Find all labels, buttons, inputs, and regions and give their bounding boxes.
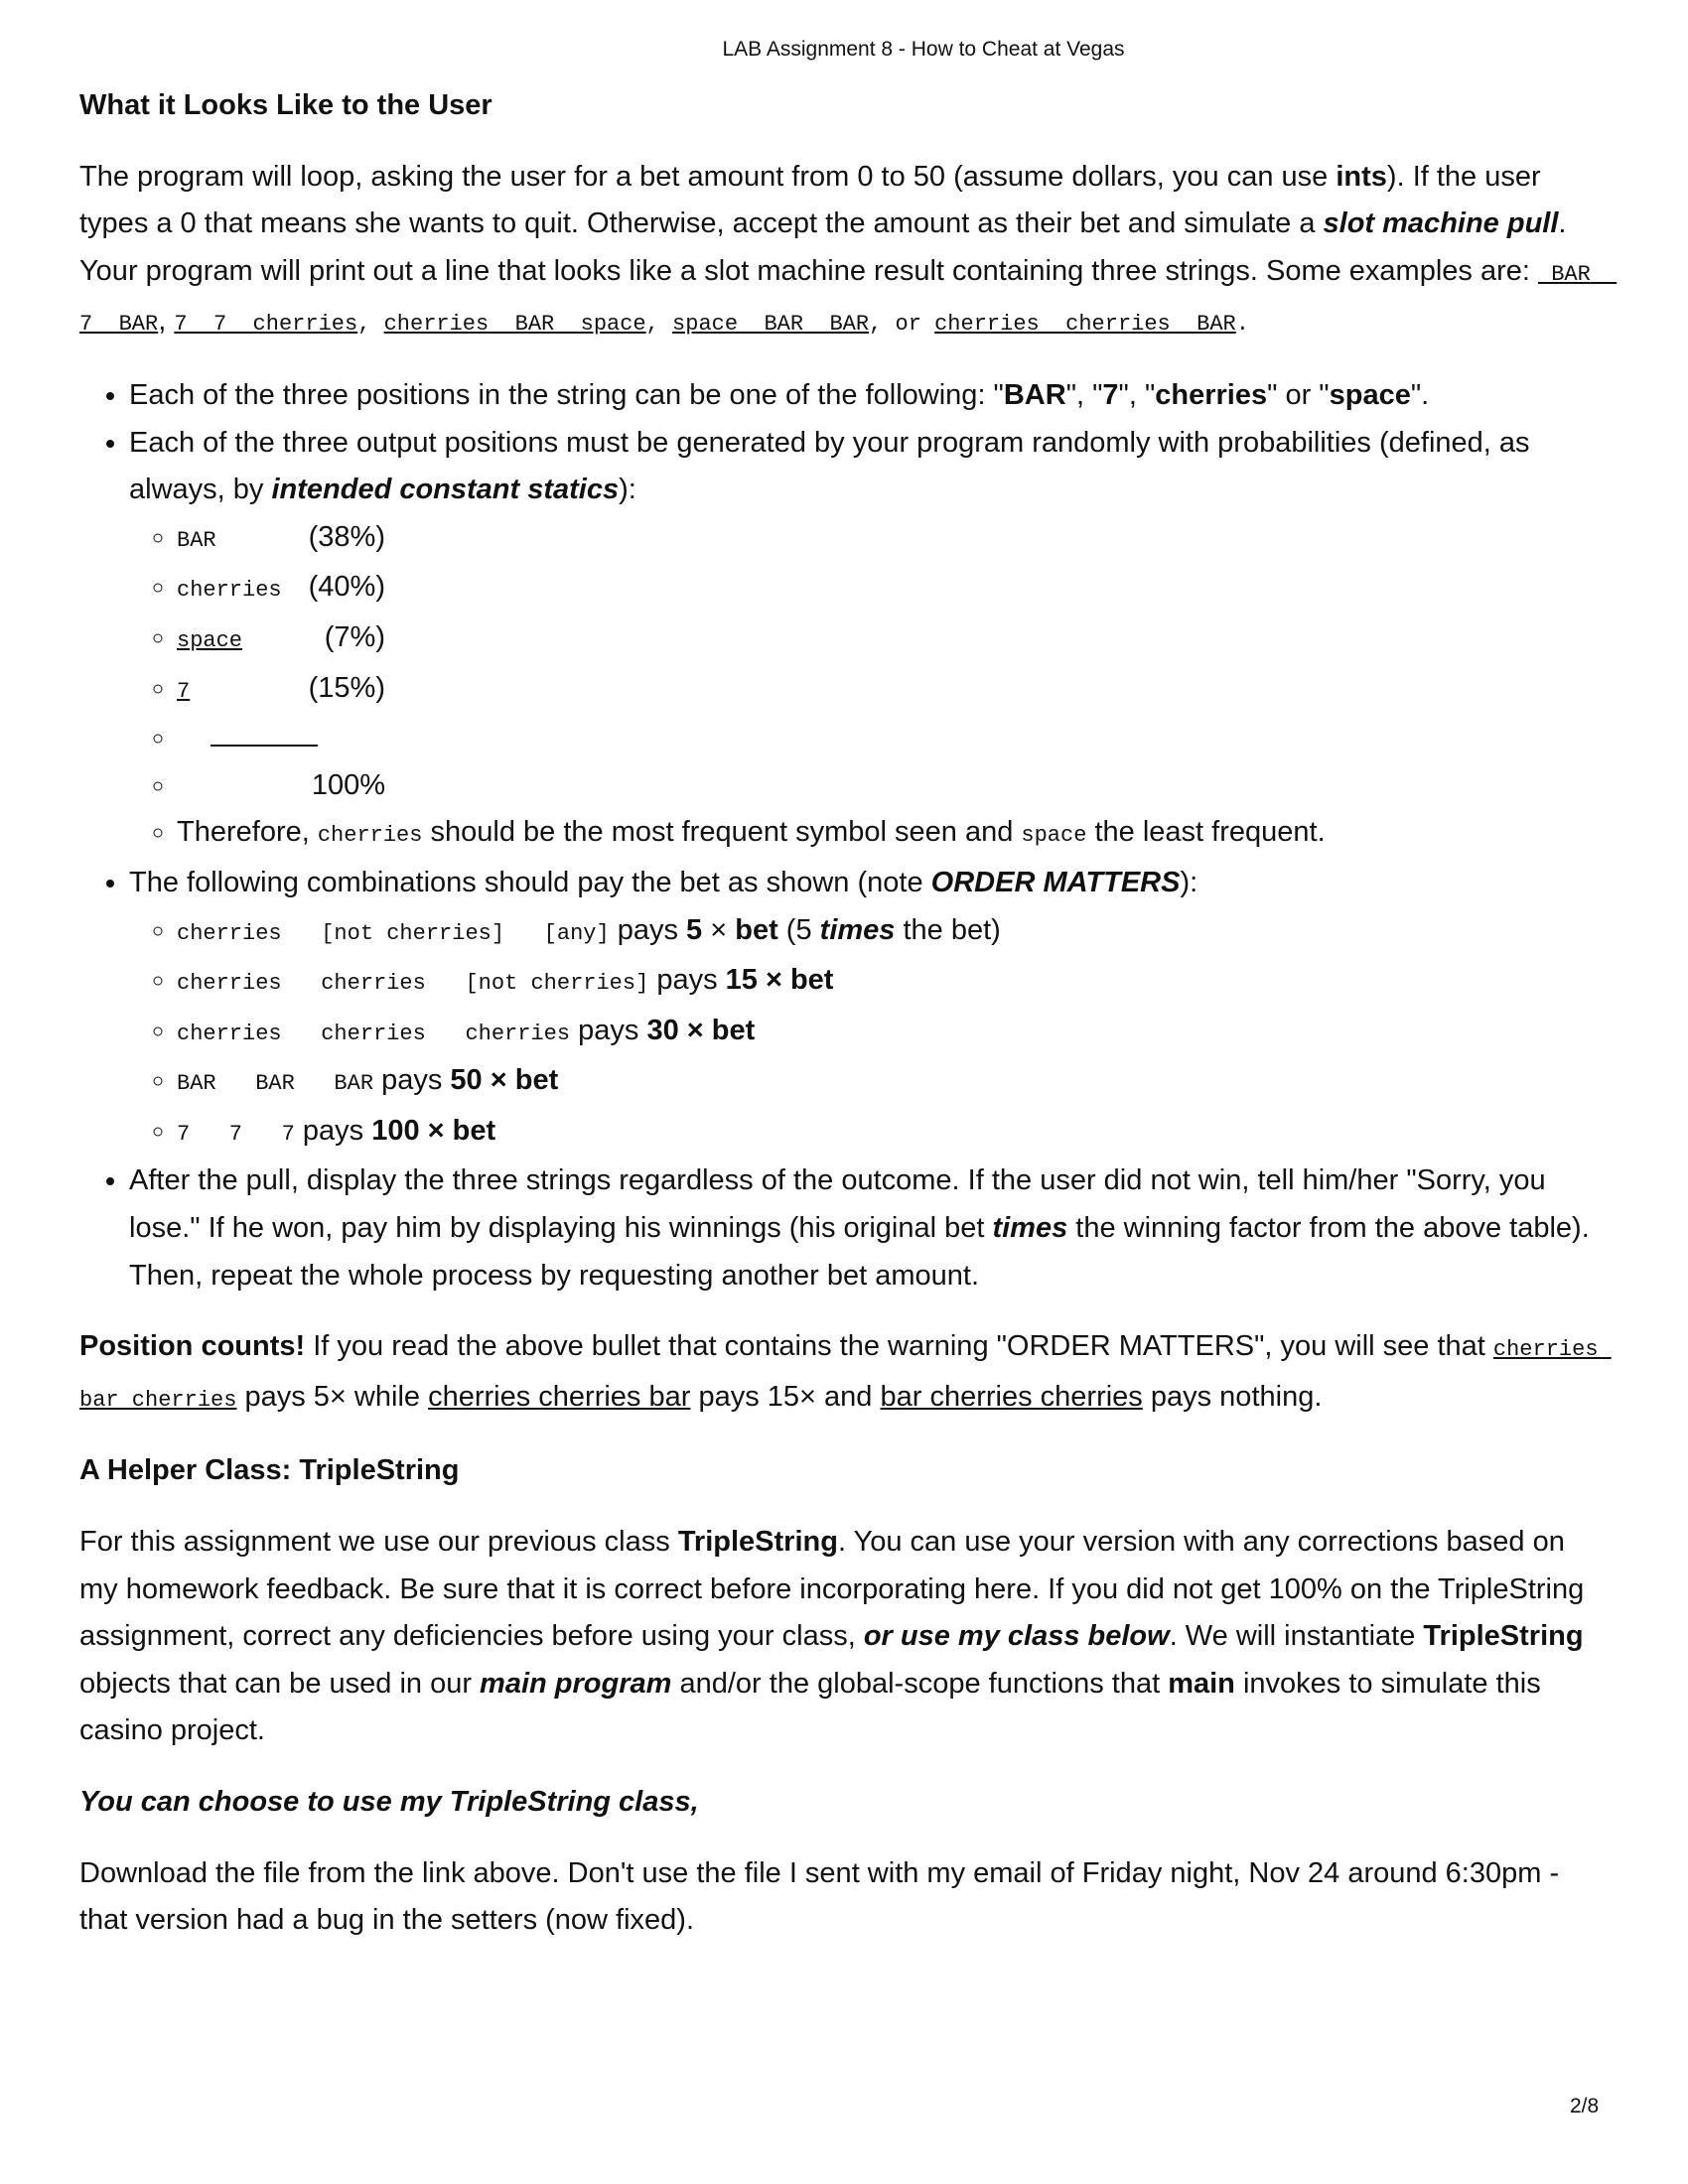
subheading: You can choose to use my TripleString class, <box>79 1786 699 1818</box>
payout-list <box>129 907 1604 1159</box>
intro-paragraph <box>79 154 1618 348</box>
code-text: BAR 7 BAR <box>79 261 1618 338</box>
page-number: 2/8 <box>1570 2095 1600 2117</box>
total-item <box>177 762 1604 810</box>
download-paragraph <box>79 1850 1604 1945</box>
requirements-list <box>79 372 1604 1299</box>
text-run: × <box>702 913 736 946</box>
text-run: . Your program will print out a line that looks like a slot machine result containing three strings. Some examples are: <box>79 207 1567 287</box>
percent: (40%) <box>308 571 385 604</box>
list-item <box>177 809 1604 860</box>
text-run: ints <box>1336 160 1387 193</box>
text-run: 15 × bet <box>725 964 834 997</box>
text-run: times <box>992 1212 1068 1245</box>
percent: (38%) <box>308 520 385 553</box>
text-run: ): <box>619 474 636 506</box>
code-text: cherries BAR space <box>383 312 646 338</box>
text-run: pays <box>294 1114 372 1147</box>
sum-rule <box>177 715 1604 762</box>
text-run: 7 <box>1102 378 1119 411</box>
code-text: cherries cherries [not cherries] <box>177 971 649 997</box>
list-item <box>129 1158 1604 1299</box>
text-run: 30 × bet <box>646 1014 756 1046</box>
combos-intro <box>129 867 1197 898</box>
code-text: 7 7 cherries <box>174 312 358 338</box>
text-run: BAR <box>1003 378 1066 411</box>
text-run: main <box>1168 1667 1235 1700</box>
text-run: objects that can be used in our <box>79 1667 481 1700</box>
text-run: the bet) <box>895 913 1001 946</box>
text-run: . You can use your version with any corrections based on my homework feedback. Be sure that it is correct before incorporating here. If you did not get 100% on the TripleString assignment, correct any deficiencies before using your class, <box>79 1526 1585 1653</box>
probability-item <box>177 665 1604 716</box>
code-text: space BAR BAR <box>672 312 870 338</box>
total: 100% <box>311 768 385 801</box>
text-run: , <box>158 305 175 338</box>
text-run: Each of the three output positions must be generated by your program randomly with probabilities (defined, as always, by <box>129 426 1530 506</box>
code-text: cherries bar cherries <box>79 1337 1612 1413</box>
symbol-text: space <box>177 627 243 653</box>
text-run: (5 <box>777 913 820 946</box>
probability-intro <box>129 427 1530 506</box>
text-run: Therefore, <box>177 816 318 849</box>
text-run: times <box>819 913 896 946</box>
section-heading: A Helper Class: TripleString <box>79 1454 460 1487</box>
code-text: BAR BAR BAR <box>177 1071 374 1097</box>
text-run: ", " <box>1065 378 1103 411</box>
list-item <box>129 420 1604 860</box>
text-run: pays 5× while <box>236 1380 429 1413</box>
payout-item <box>177 907 1604 958</box>
symbol: BAR <box>177 527 216 553</box>
text-run: pays <box>570 1014 647 1046</box>
text-run: " or " <box>1267 378 1330 411</box>
text-run: ", " <box>1118 378 1156 411</box>
text-run: bar cherries cherries <box>880 1380 1143 1413</box>
text-run: . We will instantiate <box>1169 1620 1424 1653</box>
text-run: The program will loop, asking the user for a bet amount from 0 to 50 (assume dollars, you can use <box>79 160 1336 193</box>
symbol <box>177 668 306 716</box>
list-item <box>129 860 1604 1159</box>
text-run: the least frequent. <box>1086 816 1326 849</box>
text-run: main program <box>480 1667 672 1700</box>
percent: (7%) <box>324 620 385 653</box>
text-run: Each of the three positions in the string can be one of the following: " <box>129 378 1004 411</box>
text-run: TripleString <box>1423 1620 1584 1653</box>
text-run: For this assignment we use our previous class <box>79 1526 678 1559</box>
probability-item <box>177 564 1604 614</box>
text-run: invokes to simulate this casino project. <box>79 1667 1541 1747</box>
text-run: pays 15× and <box>690 1380 881 1413</box>
text-run: pays <box>373 1064 451 1097</box>
divider <box>211 719 318 747</box>
probability-item <box>177 614 1604 665</box>
text-run: pays <box>609 913 687 946</box>
position-paragraph <box>79 1323 1612 1424</box>
percent: (15%) <box>308 671 385 704</box>
text-run: ORDER MATTERS <box>930 866 1181 898</box>
code-text: , <box>357 312 384 338</box>
code-text: , or <box>869 312 935 338</box>
page-header: LAB Assignment 8 - How to Cheat at Vegas <box>722 38 1125 61</box>
code-text: . <box>1235 312 1249 338</box>
code-text: cherries cherries cherries <box>177 1021 571 1046</box>
text-run: or use my class below <box>863 1620 1170 1653</box>
text-run: TripleString <box>677 1526 838 1559</box>
code-text: 7 7 7 <box>177 1121 295 1147</box>
text-run: cherries cherries bar <box>428 1380 691 1413</box>
text-run: bet <box>735 913 778 946</box>
symbol: cherries <box>177 578 282 604</box>
text-run: should be the most frequent symbol seen and <box>422 816 1022 849</box>
code-text: , <box>645 312 673 338</box>
helper-paragraph <box>79 1519 1604 1755</box>
payout-item <box>177 957 1604 1008</box>
text-run: 5 <box>686 913 703 946</box>
text-run: Download the file from the link above. Don't use the file I sent with my email of Friday night, Nov 24 around 6:30pm - that version had a bug in the setters (now fixed). <box>79 1856 1560 1937</box>
payout-item <box>177 1108 1604 1159</box>
code-text: space <box>1021 823 1087 849</box>
probability-item <box>177 514 1604 565</box>
text-run: pays <box>648 964 726 997</box>
text-run: 50 × bet <box>450 1064 559 1097</box>
payout-item <box>177 1008 1604 1058</box>
text-run: Position counts! <box>79 1330 306 1363</box>
text-run: the winning factor from the above table). Then, repeat the whole process by requesting another bet amount. <box>129 1212 1590 1292</box>
text-run: and/or the global-scope functions that <box>671 1667 1169 1700</box>
symbol <box>177 617 306 665</box>
text-run: cherries <box>1155 378 1268 411</box>
text-run: ". <box>1410 378 1430 411</box>
text-run: 100 × bet <box>371 1114 496 1147</box>
probability-list <box>129 514 1604 860</box>
document-body <box>79 82 1618 1945</box>
code-text: cherries <box>317 823 423 849</box>
section-heading: What it Looks Like to the User <box>79 89 492 121</box>
text-run: ): <box>1180 866 1198 898</box>
list-item <box>129 372 1604 420</box>
text-run: ). If the user types a 0 that means she wants to quit. Otherwise, accept the amount as their bet and simulate a <box>79 160 1541 240</box>
code-text: cherries cherries BAR <box>934 312 1236 338</box>
symbol-text: 7 <box>177 678 191 704</box>
text-run: After the pull, display the three strings regardless of the outcome. If the user did not win, tell him/her "Sorry, you lose." If he won, pay him by displaying his winnings (his original bet <box>129 1164 1546 1245</box>
text-run: space <box>1329 378 1411 411</box>
text-run: intended constant statics <box>271 474 620 506</box>
text-run: The following combinations should pay the bet as shown (note <box>129 866 931 898</box>
payout-item <box>177 1057 1604 1108</box>
text-run: slot machine pull <box>1323 207 1559 240</box>
text-run: pays nothing. <box>1142 1380 1323 1413</box>
text-run: If you read the above bullet that contains the warning "ORDER MATTERS", you will see that <box>305 1330 1493 1363</box>
code-text: cherries [not cherries] [any] <box>177 920 610 946</box>
